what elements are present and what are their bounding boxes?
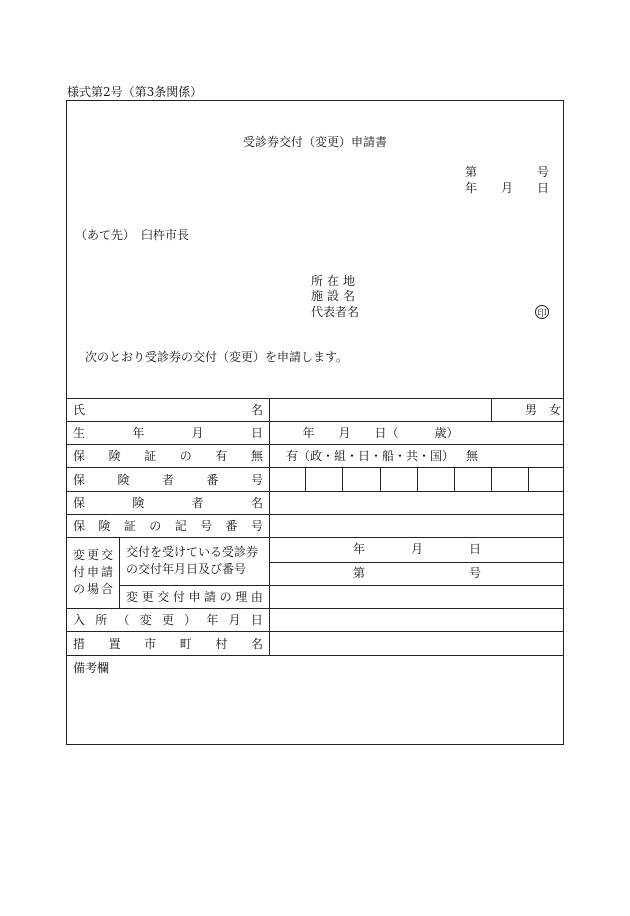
change-case-label-line1: 変更交	[73, 548, 116, 562]
sex-column-divider	[491, 398, 492, 421]
change-case-label-line2: 付申請	[73, 565, 116, 579]
seal-mark-icon: 印	[535, 305, 549, 319]
document-date	[465, 182, 549, 194]
form-number-label: 様式第2号（第3条関係）	[67, 85, 203, 99]
row-divider	[269, 562, 564, 563]
form-title: 受診券交付（変更）申請書	[242, 135, 387, 149]
insurance-card-yes: 有（政・組・日・船・共・国）	[286, 449, 455, 463]
sex-options: 男 女	[525, 403, 562, 417]
insurer-number-label: 保 険 者 番 号	[73, 472, 263, 487]
application-statement: 次のとおり受診券の交付（変更）を申請します。	[85, 350, 349, 364]
insurance-card-no: 無	[466, 449, 479, 463]
number-dai: 第	[465, 165, 478, 179]
birth-date-label: 生 年 月 日	[73, 426, 263, 440]
name-label: 氏 名	[73, 403, 263, 417]
received-voucher-label-line2: の交付年月日及び番号	[126, 562, 247, 576]
digit-box-divider	[380, 467, 381, 491]
digit-box-divider	[417, 467, 418, 491]
digit-box-divider	[491, 467, 492, 491]
municipality-label: 措 置 市 町 村 名	[73, 636, 263, 651]
applicant-address-label: 所在地	[311, 274, 360, 288]
date-month: 月	[500, 181, 513, 195]
digit-box-divider	[342, 467, 343, 491]
applicant-facility-label: 施設名	[311, 289, 360, 303]
received-date-value: 年 月 日	[353, 542, 481, 556]
insurance-card-label: 保 険 証 の 有 無	[73, 449, 263, 463]
change-reason-label: 変 更 交 付 申 請 の 理 由	[126, 590, 263, 604]
received-voucher-label-line1: 交付を受けている受診券	[126, 545, 259, 559]
digit-box-divider	[454, 467, 455, 491]
digit-box-divider	[305, 467, 306, 491]
date-year: 年	[465, 181, 478, 195]
admission-date-label: 入 所 （ 変 更 ） 年 月 日	[73, 613, 263, 627]
insurer-name-label: 保 険 者 名	[73, 496, 263, 510]
change-case-divider	[119, 537, 120, 608]
document-number	[465, 166, 549, 178]
birth-date-value: 年 月 日（ 歳）	[302, 426, 459, 440]
change-case-label-line3: の場合	[73, 582, 116, 596]
applicant-representative-label: 代表者名	[311, 305, 360, 319]
addressee: （あて先） 臼杵市長	[75, 228, 190, 242]
card-symbol-number-label: 保 険 証 の 記 号 番 号	[73, 519, 263, 533]
row-divider	[66, 655, 564, 656]
row-divider	[66, 537, 564, 538]
number-go: 号	[536, 165, 549, 179]
received-number-value: 第 号	[353, 566, 481, 580]
digit-box-divider	[528, 467, 529, 491]
date-day: 日	[536, 181, 549, 195]
remarks-label: 備考欄	[73, 661, 110, 675]
